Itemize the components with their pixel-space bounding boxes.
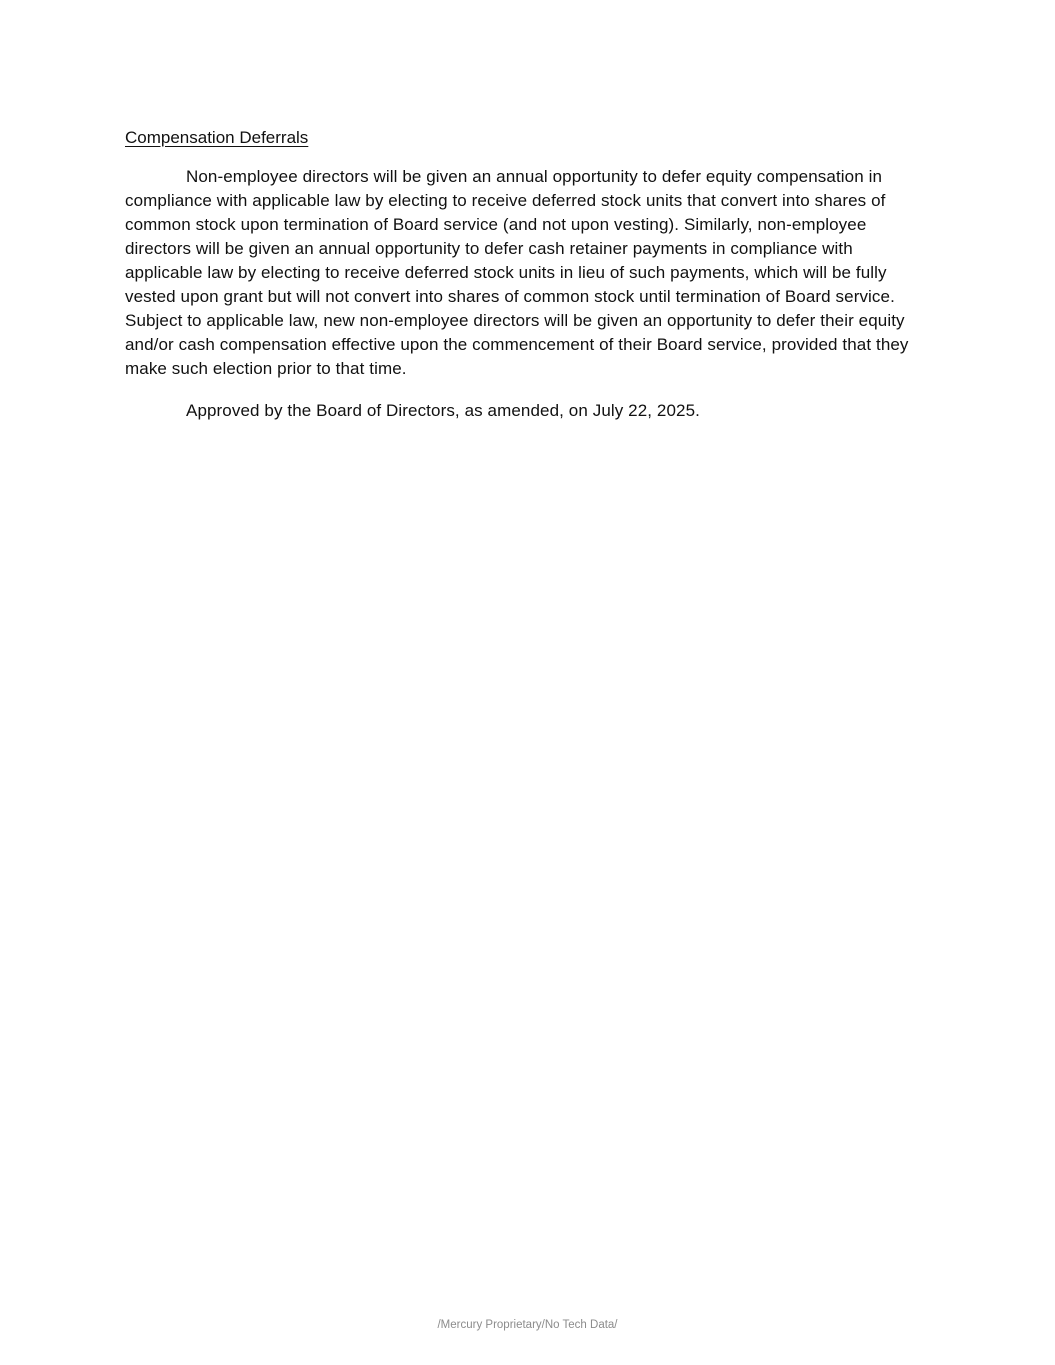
- proprietary-footer: /Mercury Proprietary/No Tech Data/: [437, 1319, 618, 1331]
- body-paragraph: Non-employee directors will be given an annual opportunity to defer equity compensation in compliance with applicable law by electing to receive deferred stock units that convert into shares of common stock upon termination of Board service (and not upon vesting). Similarly, non-employee directors will be given an annual opportunity to defer cash retainer payments in compliance with applicable law by electing to receive deferred stock units in lieu of such payments, which will be fully vested upon grant but will not convert into shares of common stock until termination of Board service. Subject to applicable law, new non-employee directors will be given an opportunity to defer their equity and/or cash compensation effective upon the commencement of their Board service, provided that they make such election prior to that time.: [125, 167, 909, 378]
- section-heading: Compensation Deferrals: [125, 128, 309, 147]
- approval-line: Approved by the Board of Directors, as amended, on July 22, 2025.: [186, 401, 700, 420]
- document-body: [125, 126, 931, 423]
